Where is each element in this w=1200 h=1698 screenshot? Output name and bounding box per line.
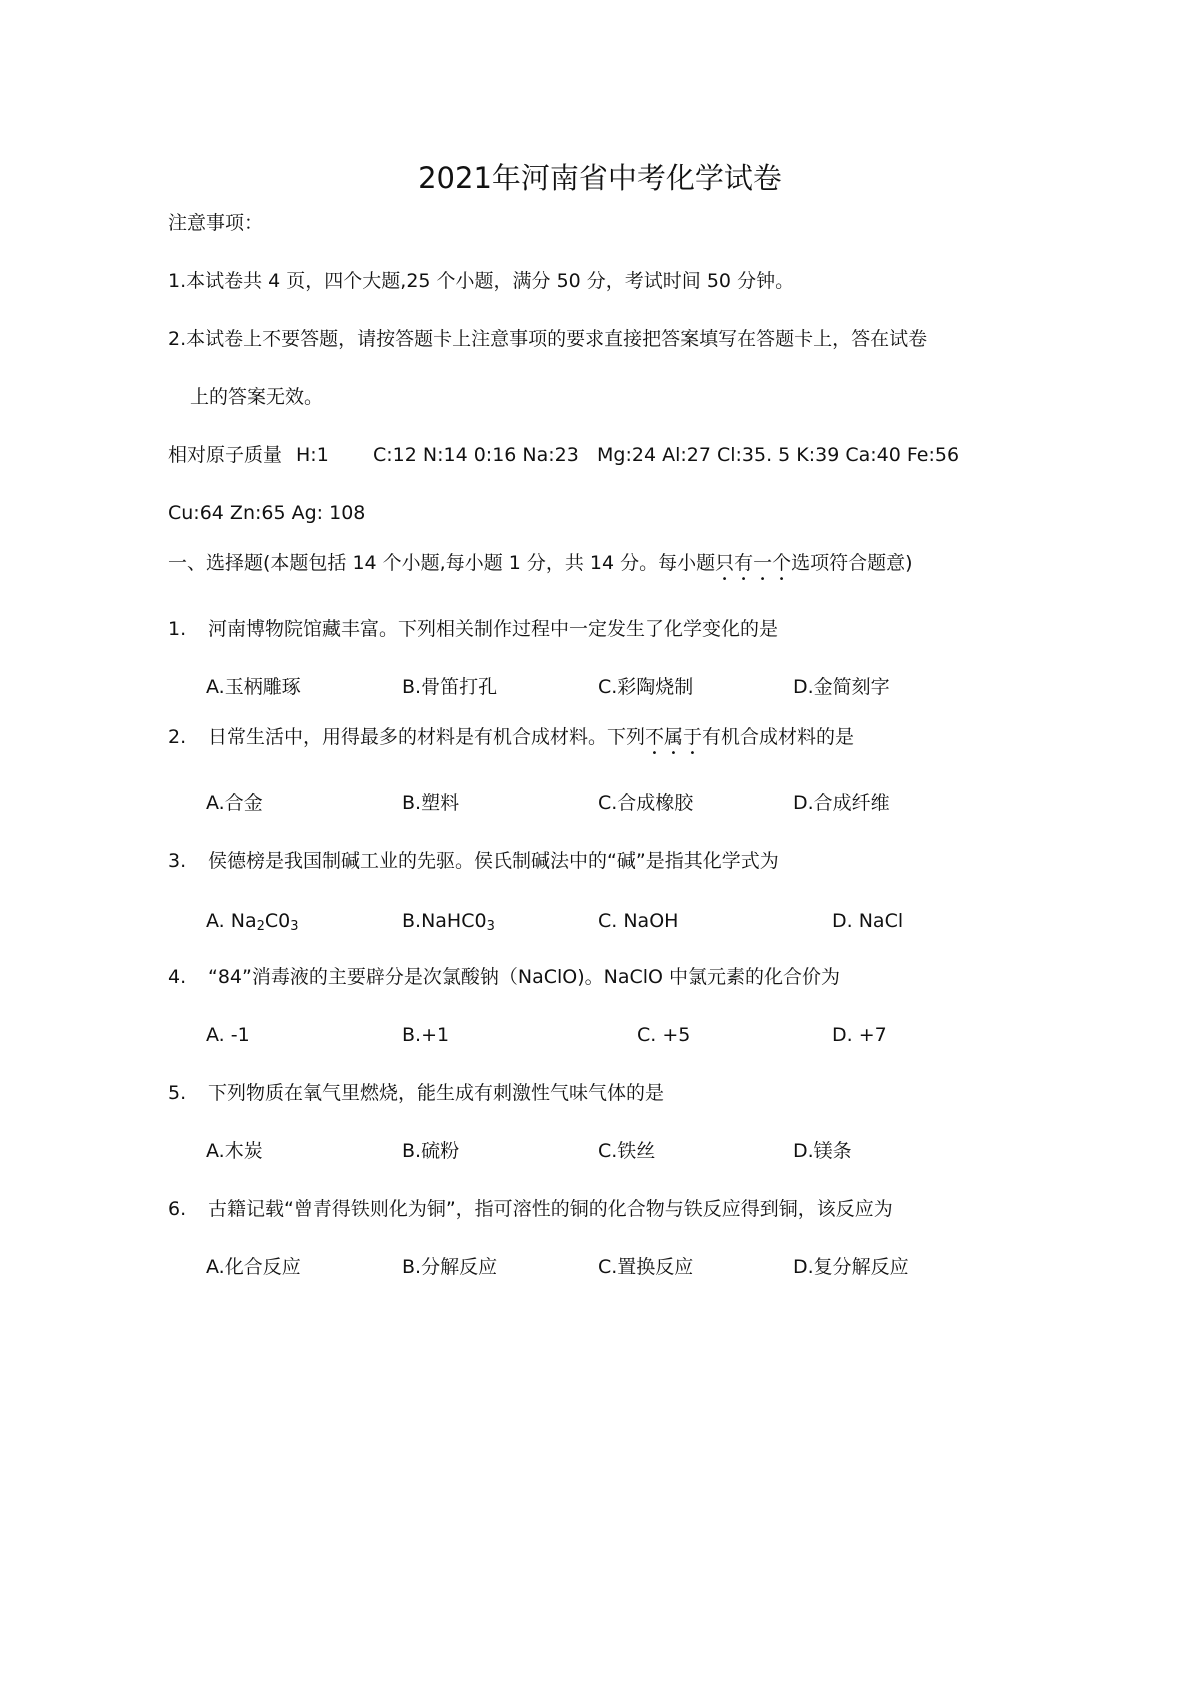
- q1-option-b: B.骨笛打孔: [402, 676, 498, 698]
- notice-item-2-line-2: 上的答案无效。: [190, 386, 324, 408]
- notice-item-2-line-1: 2.本试卷上不要答题，请按答题卡上注意事项的要求直接把答案填写在答题卡上，答在试卷: [168, 328, 928, 350]
- question-text: 河南博物院馆藏丰富。下列相关制作过程中一定发生了化学变化的是: [208, 618, 779, 640]
- q5-option-b: B.硫粉: [402, 1140, 460, 1162]
- question-number: 2.: [168, 726, 187, 748]
- question-number: 6.: [168, 1198, 187, 1220]
- section-1-emphasis: 只有一个: [715, 552, 792, 574]
- q4-option-c: C. +5: [637, 1024, 691, 1046]
- atomic-mass-group-2: Mg:24 Al:27 Cl:35. 5 K:39 Ca:40 Fe:56: [597, 444, 960, 466]
- q1-option-d: D.金简刻字: [793, 676, 890, 698]
- question-number: 5.: [168, 1082, 187, 1104]
- atomic-mass-group-1: C:12 N:14 0:16 Na:23: [373, 444, 579, 466]
- atomic-mass-h: H:1: [296, 444, 329, 466]
- question-number: 4.: [168, 966, 187, 988]
- q2-option-d: D.合成纤维: [793, 792, 890, 814]
- section-1-post: 选项符合题意): [791, 552, 913, 574]
- atomic-mass-line-2: Cu:64 Zn:65 Ag: 108: [168, 502, 366, 524]
- q6-option-c: C.置换反应: [598, 1256, 694, 1278]
- question-text-pre: 日常生活中，用得最多的材料是有机合成材料。下列: [208, 726, 646, 748]
- question-text: 古籍记载“曾青得铁则化为铜”，指可溶性的铜的化合物与铁反应得到铜，该反应为: [208, 1198, 893, 1220]
- section-1-pre: 一、选择题(本题包括 14 个小题,每小题 1 分，共 14 分。每小题: [168, 552, 716, 574]
- question-5: [168, 1080, 664, 1106]
- question-text: 下列物质在氧气里燃烧，能生成有刺激性气味气体的是: [208, 1082, 665, 1104]
- question-number: 3.: [168, 850, 187, 872]
- q3-option-b: $B.NaHC0_3$: [402, 910, 495, 934]
- q1-option-c: C.彩陶烧制: [598, 676, 694, 698]
- section-1-heading: [168, 550, 913, 585]
- question-text-post: 有机合成材料的是: [702, 726, 855, 748]
- question-text-emphasis: 不属于: [645, 726, 703, 748]
- q5-option-c: C.铁丝: [598, 1140, 656, 1162]
- notice-item-1: 1.本试卷共 4 页，四个大题,25 个小题，满分 50 分，考试时间 50 分钟。: [168, 270, 795, 292]
- question-1: [168, 616, 778, 642]
- q2-option-c: C.合成橡胶: [598, 792, 694, 814]
- question-text: 侯德榜是我国制碱工业的先驱。侯氏制碱法中的“碱”是指其化学式为: [208, 850, 779, 872]
- question-number: 1.: [168, 618, 187, 640]
- q2-option-b: B.塑料: [402, 792, 460, 814]
- q4-option-b: B.+1: [402, 1024, 450, 1046]
- q3-option-c: C. NaOH: [598, 910, 679, 932]
- question-text: “84”消毒液的主要辟分是次氯酸钠（NaClO)。NaClO 中氯元素的化合价为: [208, 966, 841, 988]
- q5-option-d: D.镁条: [793, 1140, 852, 1162]
- page-title: 2021年河南省中考化学试卷: [418, 161, 782, 195]
- q6-option-b: B.分解反应: [402, 1256, 498, 1278]
- question-4: [168, 964, 840, 990]
- q4-option-d: D. +7: [832, 1024, 887, 1046]
- q5-option-a: A.木炭: [206, 1140, 263, 1162]
- notice-heading: 注意事项：: [168, 212, 264, 234]
- q6-option-a: A.化合反应: [206, 1256, 301, 1278]
- q1-option-a: A.玉柄雕琢: [206, 676, 301, 698]
- q6-option-d: D.复分解反应: [793, 1256, 909, 1278]
- q3-option-d: D. NaCl: [832, 910, 904, 932]
- question-2: [168, 724, 854, 759]
- question-6: [168, 1196, 893, 1222]
- question-3: [168, 848, 779, 874]
- q2-option-a: A.合金: [206, 792, 263, 814]
- q3-option-a: A. $Na_2C0_3$: [206, 910, 299, 934]
- q4-option-a: A. -1: [206, 1024, 250, 1046]
- atomic-mass-label: 相对原子质量: [168, 444, 283, 466]
